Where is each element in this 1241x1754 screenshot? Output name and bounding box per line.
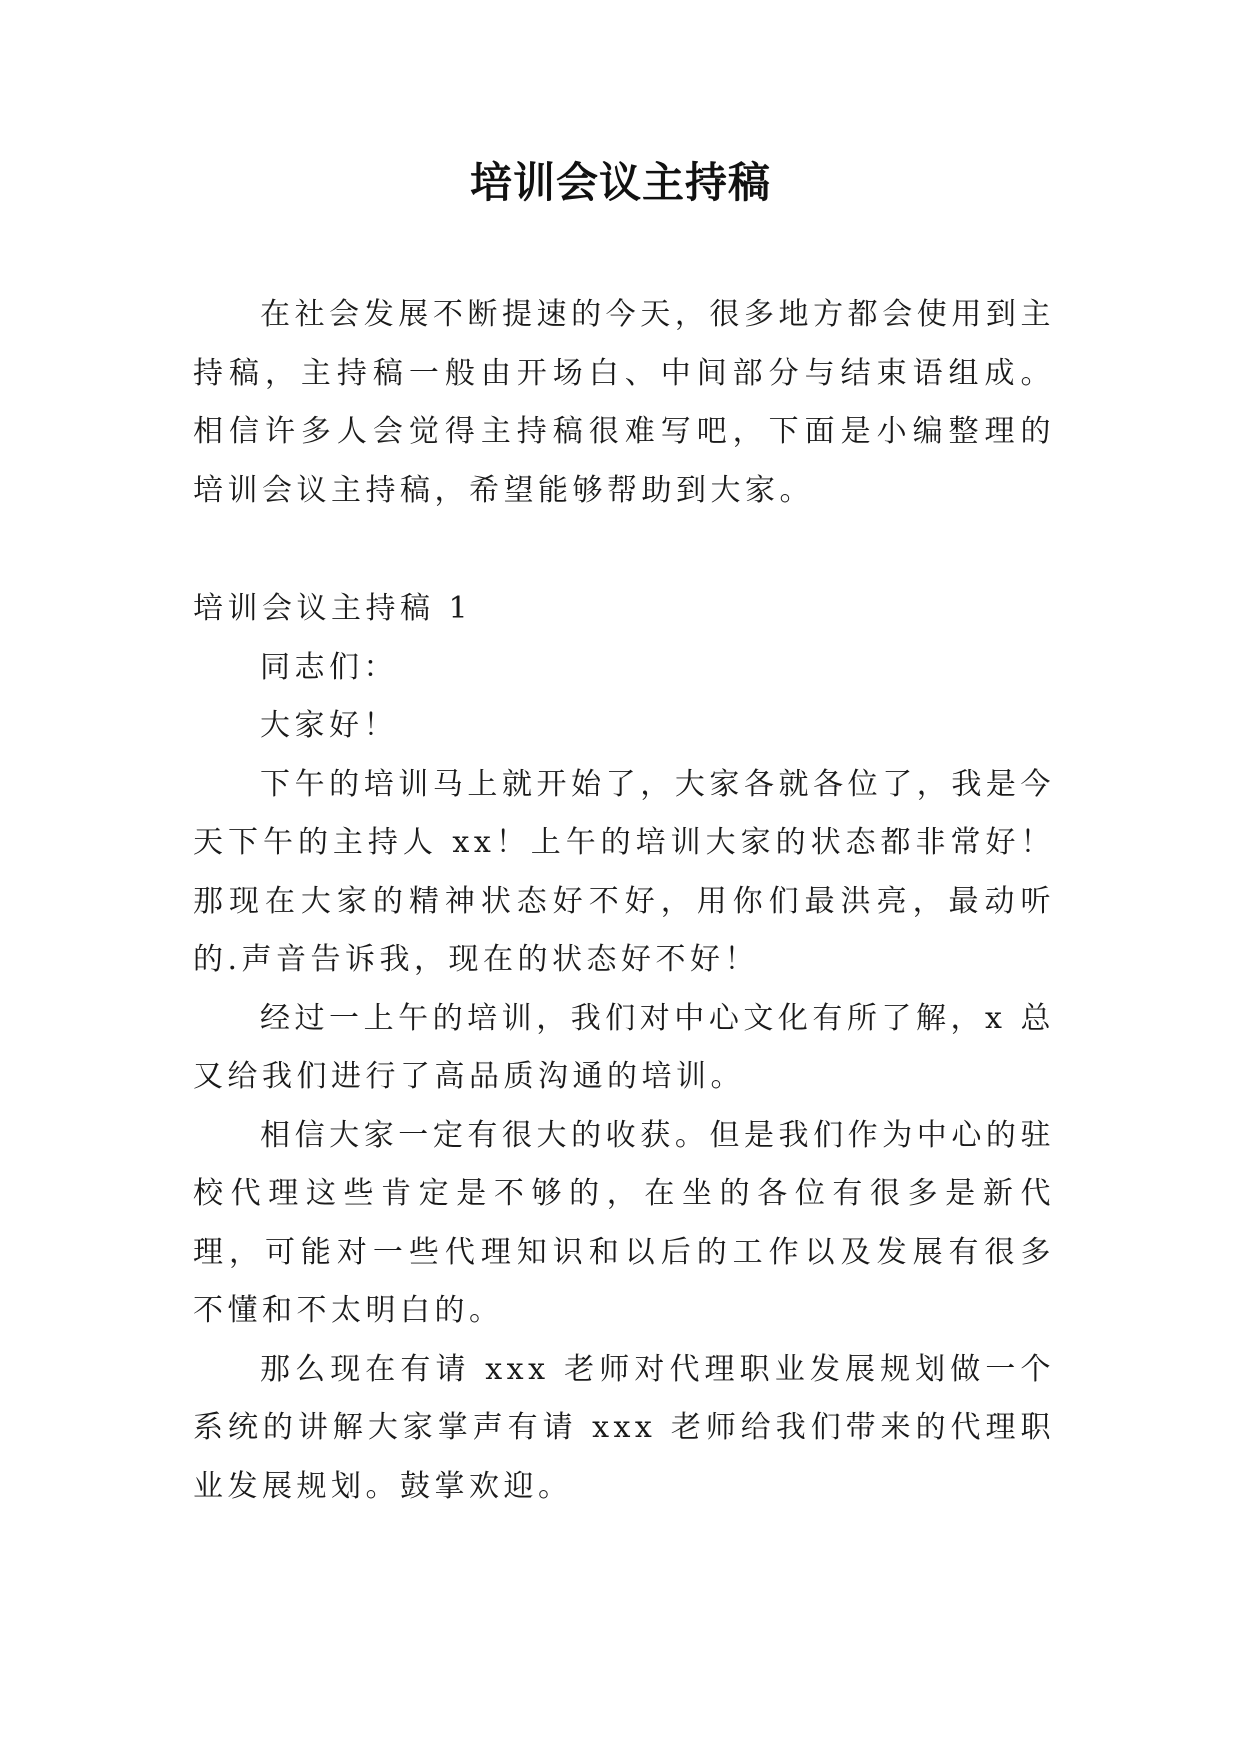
- paragraph-opening: 下午的培训马上就开始了，大家各就各位了，我是今天下午的主持人 xx！上午的培训大家的状态都非常好！那现在大家的精神状态好不好，用你们最洪亮，最动听的.声音告诉我，现在的状态好不好！: [193, 766, 1055, 977]
- intro-paragraph: 在社会发展不断提速的今天，很多地方都会使用到主持稿，主持稿一般由开场白、中间部分与结束语组成。相信许多人会觉得主持稿很难写吧，下面是小编整理的培训会议主持稿，希望能够帮助到大家。: [193, 297, 1055, 508]
- paragraph-transition: 相信大家一定有很大的收获。但是我们作为中心的驻校代理这些肯定是不够的，在坐的各位有很多是新代理，可能对一些代理知识和以后的工作以及发展有很多不懂和不太明白的。: [193, 1117, 1055, 1328]
- paragraph-invitation: 那么现在有请 xxx 老师对代理职业发展规划做一个系统的讲解大家掌声有请 xxx 老师给我们带来的代理职业发展规划。鼓掌欢迎。: [193, 1351, 1055, 1504]
- section-1: [193, 580, 1055, 1516]
- document-title: 培训会议主持稿: [469, 158, 771, 207]
- section-heading: 培训会议主持稿 1: [193, 591, 473, 626]
- paragraph-review: 经过一上午的培训，我们对中心文化有所了解，x 总又给我们进行了高品质沟通的培训。: [193, 1000, 1055, 1094]
- paragraph-salutation: 同志们：: [260, 649, 398, 685]
- paragraph-greeting: 大家好！: [260, 708, 398, 743]
